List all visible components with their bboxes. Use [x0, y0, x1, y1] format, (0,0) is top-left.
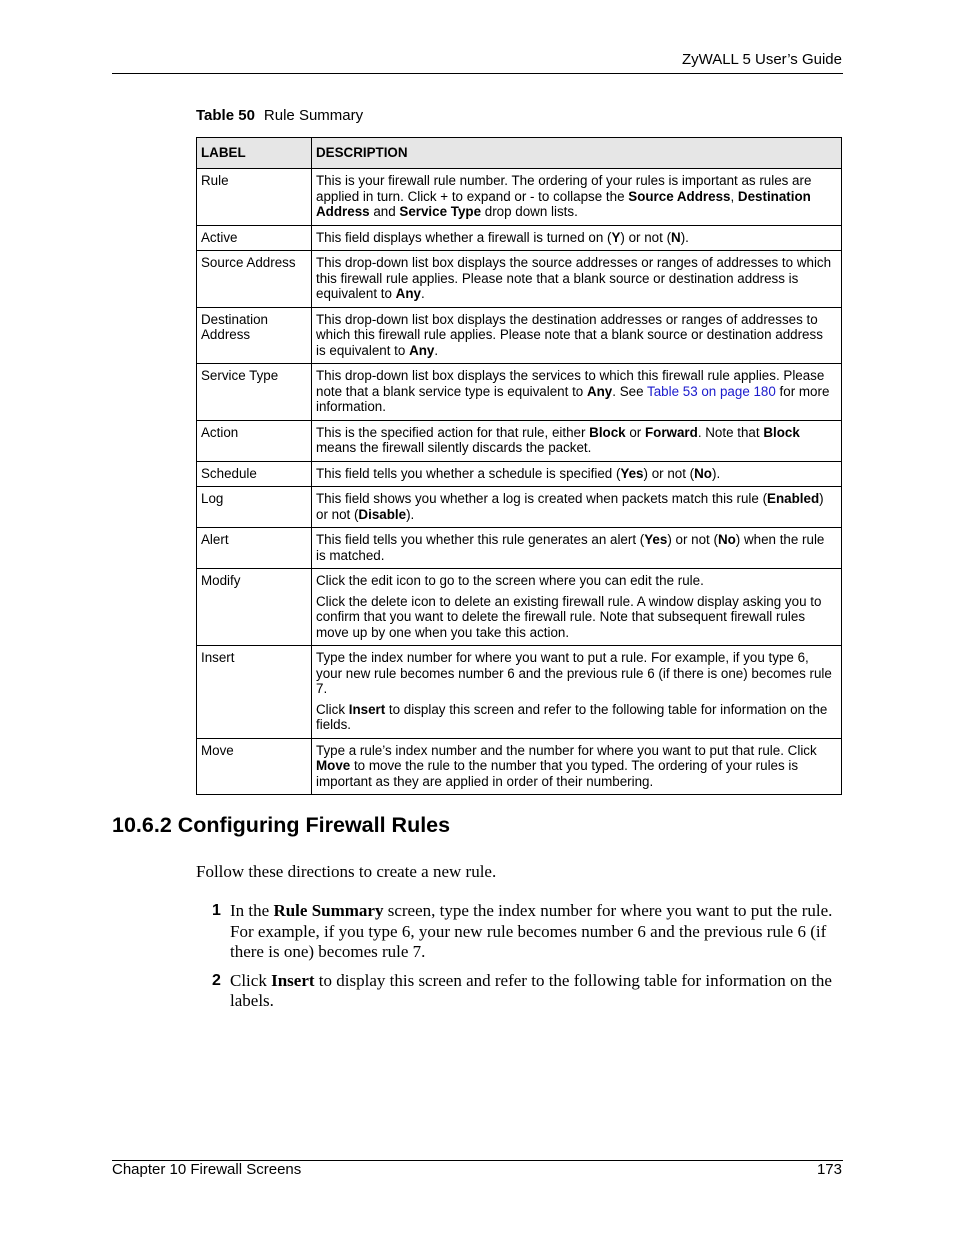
step-number: 2 — [212, 971, 221, 989]
row-label: Insert — [197, 646, 312, 739]
row-label: Log — [197, 487, 312, 528]
row-description — [312, 528, 842, 569]
bold-term: Service Type — [399, 204, 482, 219]
text-run: ) or not ( — [620, 229, 672, 245]
bold-term: Move — [316, 758, 351, 773]
table-caption-title: Rule Summary — [263, 107, 364, 124]
description-paragraph — [316, 702, 835, 733]
table-row — [197, 225, 842, 251]
table-row — [197, 528, 842, 569]
table-row — [197, 738, 842, 795]
description-paragraph — [316, 312, 835, 359]
table-row — [197, 569, 842, 646]
guide-title: ZyWALL 5 User’s Guide — [681, 51, 842, 68]
description-paragraph — [316, 491, 835, 522]
text-run: ). — [680, 229, 689, 245]
row-description — [312, 225, 842, 251]
text-run: This is your firewall rule number. The ordering of your rules is important as rules are applied in turn. Click + to expand or - to collapse the — [316, 173, 812, 204]
page-number: 173 — [816, 1161, 842, 1178]
row-label: Active — [197, 225, 312, 251]
row-label: Service Type — [197, 364, 312, 421]
description-paragraph — [316, 650, 835, 697]
row-description — [312, 364, 842, 421]
bold-term: Any — [395, 286, 421, 301]
row-description — [312, 738, 842, 795]
description-paragraph — [316, 255, 835, 302]
description-paragraph — [316, 466, 835, 482]
bold-term: Disable — [358, 506, 407, 522]
text-run: . Note that — [697, 424, 764, 440]
row-description — [312, 307, 842, 364]
text-run: Type a rule’s index number and the number for where you want to put that rule. Click — [316, 742, 817, 758]
row-description — [312, 169, 842, 226]
table-row — [197, 251, 842, 308]
row-label: Schedule — [197, 461, 312, 487]
steps-list — [196, 901, 844, 1020]
text-run: ). — [711, 465, 721, 481]
table-header-row — [197, 138, 842, 169]
step-number: 1 — [212, 902, 221, 919]
text-run: to display this screen and refer to the following table for information on the fields. — [316, 701, 828, 732]
text-run: In the — [230, 901, 274, 920]
table-row — [197, 307, 842, 364]
text-run: Click the delete icon to delete an existing firewall rule. A window display asking you to confirm that you want to delete the firewall rule. Note that subsequent firewall rules move up by one when you take this action. — [316, 593, 822, 640]
description-paragraph — [316, 368, 835, 415]
text-run: Click the edit icon to go to the screen where you can edit the rule. — [316, 573, 704, 588]
row-description — [312, 646, 842, 739]
text-run: This field tells you whether this rule generates an alert ( — [316, 532, 645, 547]
text-run: . — [434, 342, 439, 358]
text-run: ). — [406, 506, 415, 522]
bold-term: Block — [763, 424, 800, 440]
row-label: Action — [197, 420, 312, 461]
text-run: drop down lists. — [481, 204, 578, 219]
bold-term: No — [717, 532, 736, 547]
text-run: and — [369, 204, 400, 219]
description-paragraph — [316, 230, 835, 246]
bold-term: Yes — [644, 532, 668, 547]
row-label: Alert — [197, 528, 312, 569]
description-paragraph — [316, 173, 835, 220]
text-run: This is the specified action for that rule, either — [316, 424, 590, 440]
bold-term: Rule Summary — [273, 901, 384, 920]
bold-term: N — [671, 229, 681, 245]
footer-chapter: Chapter 10 Firewall Screens — [112, 1161, 302, 1178]
cross-reference-link[interactable]: Table 53 on page 180 — [647, 383, 776, 399]
text-run: Click — [230, 970, 272, 990]
bold-term: Y — [611, 229, 621, 245]
bold-term: Insert — [271, 970, 315, 990]
text-run: This drop-down list box displays the source addresses or ranges of addresses to which this firewall rule applies. Please note that a blank source or destination address is equivalent to — [316, 255, 832, 301]
table-row — [197, 487, 842, 528]
description-paragraph — [316, 743, 835, 790]
bold-term: Enabled — [767, 491, 820, 506]
row-description — [312, 251, 842, 308]
row-description — [312, 487, 842, 528]
bold-term: Source Address — [628, 188, 731, 204]
description-paragraph — [316, 573, 835, 589]
text-run: This drop-down list box displays the services to which this firewall rule applies. Please note that a blank service type is equivalent to — [316, 368, 825, 399]
step-item — [196, 901, 844, 963]
bold-term: No — [694, 465, 712, 481]
text-run: This field tells you whether a schedule is specified ( — [316, 465, 621, 481]
column-header-description: DESCRIPTION — [312, 138, 842, 169]
row-description — [312, 461, 842, 487]
row-label: Source Address — [197, 251, 312, 308]
table-caption — [196, 107, 363, 124]
text-run: ) or not ( — [316, 491, 824, 522]
bold-term: Any — [409, 342, 435, 358]
description-paragraph — [316, 425, 835, 456]
bold-term: Yes — [620, 465, 644, 481]
table-row — [197, 420, 842, 461]
text-run: screen, type the index number for where you want to put the rule. For example, if you type 6, your new rule becomes number 6 and the previous rule 6 (if there is one) becomes rule 7. — [230, 901, 833, 961]
text-run: Click — [316, 701, 349, 717]
bold-term: Insert — [348, 701, 386, 717]
bold-term: Forward — [644, 424, 698, 440]
text-run: . — [420, 286, 425, 301]
text-run: ) when the rule is matched. — [316, 532, 825, 563]
step-item — [196, 971, 844, 1012]
row-label: Destination Address — [197, 307, 312, 364]
table-row — [197, 364, 842, 421]
header-divider — [112, 73, 843, 74]
row-label: Rule — [197, 169, 312, 226]
table-row — [197, 461, 842, 487]
text-run: ) or not ( — [667, 532, 718, 547]
description-paragraph — [316, 532, 835, 563]
bold-term: Destination Address — [316, 188, 811, 219]
row-description — [312, 420, 842, 461]
section-heading: 10.6.2 Configuring Firewall Rules — [112, 813, 451, 837]
description-paragraph — [316, 594, 835, 641]
text-run: or — [625, 424, 645, 440]
text-run: , — [730, 188, 738, 204]
row-label: Modify — [197, 569, 312, 646]
row-description — [312, 569, 842, 646]
table-body — [197, 169, 842, 795]
text-run: for more information. — [316, 383, 830, 414]
text-run: . See — [612, 383, 648, 399]
column-header-label: LABEL — [197, 138, 312, 169]
text-run: ) or not ( — [643, 465, 695, 481]
text-run: This drop-down list box displays the destination addresses or ranges of addresses to which this firewall rule applies. Please note that a blank source or destination address is equivalent to — [316, 311, 823, 358]
intro-paragraph: Follow these directions to create a new rule. — [196, 862, 497, 881]
text-run: means the firewall silently discards the packet. — [316, 440, 592, 455]
row-label: Move — [197, 738, 312, 795]
table-row — [197, 646, 842, 739]
text-run: to move the rule to the number that you typed. The ordering of your rules is important as they are applied in order of their numbering. — [316, 758, 799, 789]
text-run: This field shows you whether a log is created when packets match this rule ( — [316, 491, 768, 506]
table-row — [197, 169, 842, 226]
text-run: This field displays whether a firewall is turned on ( — [316, 229, 612, 245]
bold-term: Any — [586, 383, 613, 399]
bold-term: Block — [589, 424, 626, 440]
table-caption-number: Table 50 — [196, 107, 255, 124]
text-run: to display this screen and refer to the following table for information on the labels. — [230, 970, 832, 1010]
text-run: Type the index number for where you want to put a rule. For example, if you type 6, your new rule becomes number 6 and the previous rule 6 (if there is one) becomes rule 7. — [316, 650, 832, 696]
rule-summary-table — [196, 137, 842, 795]
